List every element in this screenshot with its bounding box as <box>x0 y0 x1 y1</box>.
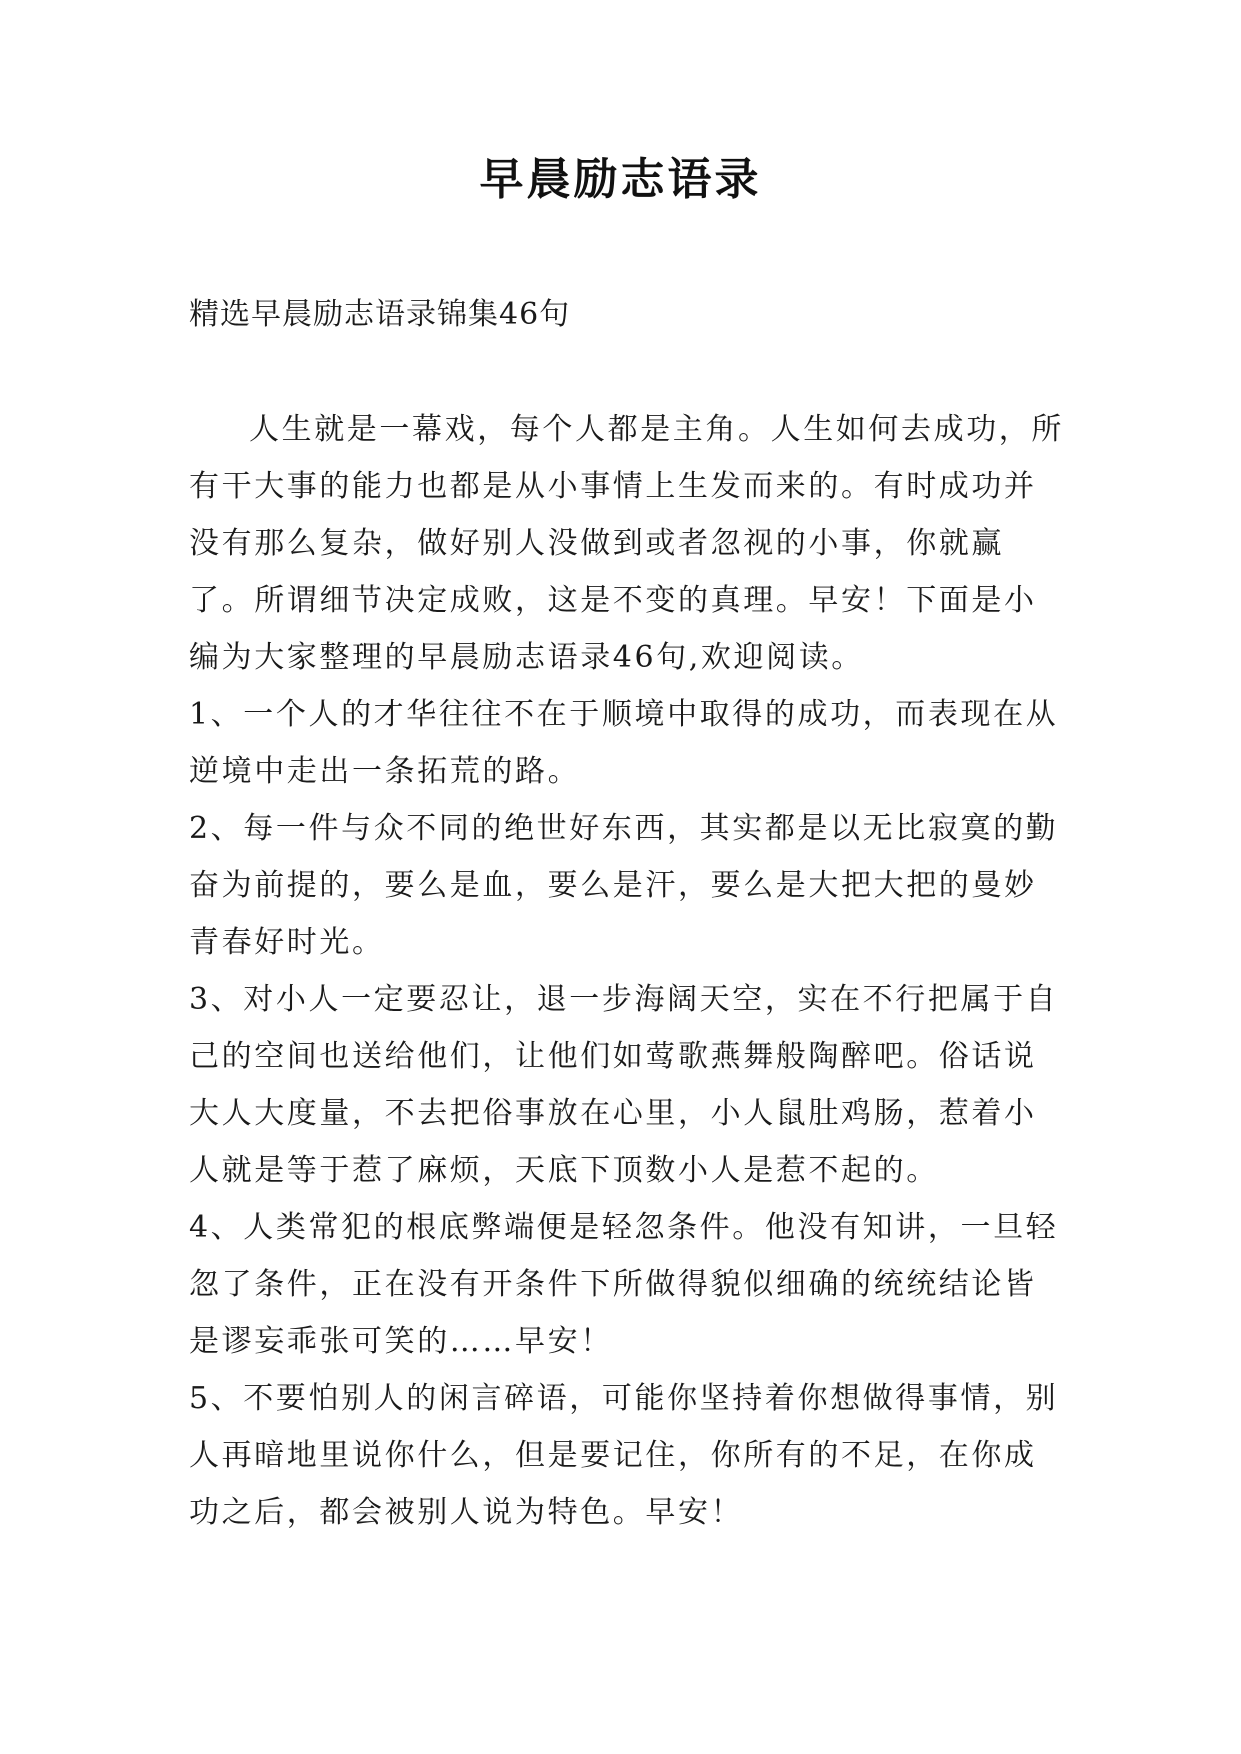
quote-item-1: 1、一个人的才华往往不在于顺境中取得的成功，而表现在从逆境中走出一条拓荒的路。 <box>189 697 1059 789</box>
document-subtitle: 精选早晨励志语录锦集46句 <box>189 297 571 332</box>
quote-item-2: 2、每一件与众不同的绝世好东西，其实都是以无比寂寞的勤奋为前提的，要么是血，要么是汗，要么是大把大把的曼妙青春好时光。 <box>189 811 1059 960</box>
quote-item-3: 3、对小人一定要忍让，退一步海阔天空，实在不行把属于自己的空间也送给他们，让他们如莺歌燕舞般陶醉吧。俗话说大人大度量，不去把俗事放在心里，小人鼠肚鸡肠，惹着小人就是等于惹了麻烦，天底下顶数小人是惹不起的。 <box>189 982 1059 1188</box>
intro-paragraph: 人生就是一幕戏，每个人都是主角。人生如何去成功，所有干大事的能力也都是从小事情上生发而来的。有时成功并没有那么复杂，做好别人没做到或者忽视的小事，你就赢了。所谓细节决定成败，这是不变的真理。早安！下面是小编为大家整理的早晨励志语录46句,欢迎阅读。 <box>189 412 1064 675</box>
quote-item-5: 5、不要怕别人的闲言碎语，可能你坚持着你想做得事情，别人再暗地里说你什么，但是要记住，你所有的不足，在你成功之后，都会被别人说为特色。早安！ <box>189 1381 1059 1530</box>
quote-item-4: 4、人类常犯的根底弊端便是轻忽条件。他没有知讲，一旦轻忽了条件，正在没有开条件下所做得貌似细确的统统结论皆是谬妄乖张可笑的……早安！ <box>189 1210 1059 1359</box>
document-body <box>189 401 1069 1541</box>
document-title: 早晨励志语录 <box>479 154 762 205</box>
